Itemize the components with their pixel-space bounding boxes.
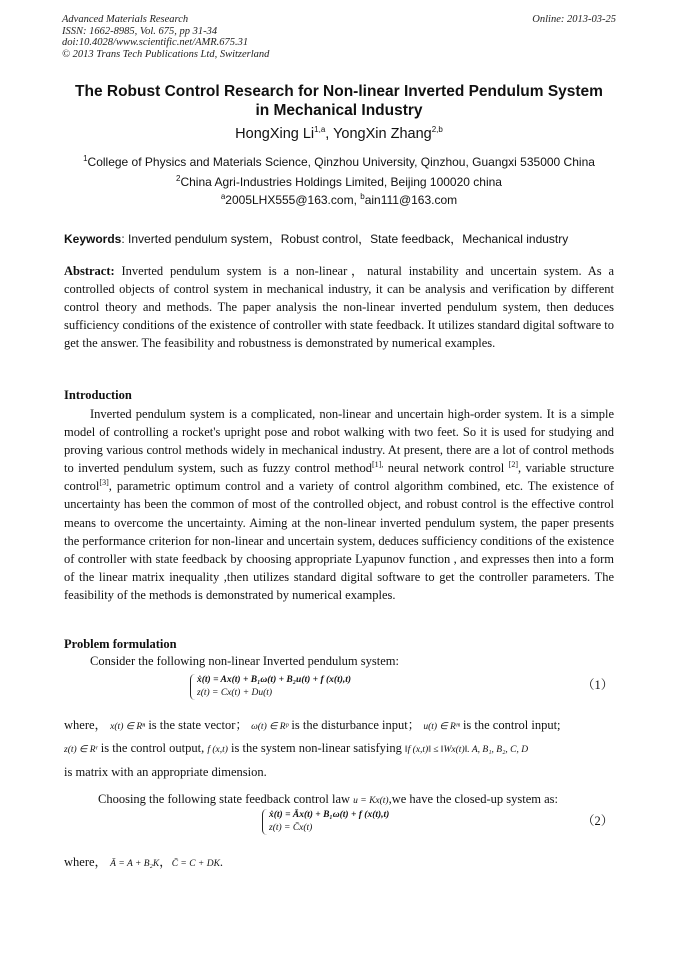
- closed-loop-text: ,we have the closed-up system as:: [388, 792, 558, 806]
- intro-text-2: neural network control: [383, 461, 509, 476]
- state-vector-symbol: x(t) ∈ Rⁿ: [110, 722, 146, 732]
- a-bar-definition: Ā = A + B₂K: [110, 859, 160, 869]
- affil-1-text: College of Physics and Materials Science, Qinzhou University, Qinzhou, Guangxi 535000 China: [87, 155, 595, 169]
- author-separator: ,: [325, 126, 334, 142]
- author-line: [40, 126, 638, 142]
- affiliation-2: [40, 175, 638, 189]
- matrix-list: . A, B₁, B₂, C, D: [467, 745, 529, 755]
- keywords: [64, 230, 624, 247]
- problem-intro: Consider the following non-linear Inverted pendulum system:: [90, 654, 399, 668]
- intro-text-4: , parametric optimum control and a variety of control algorithm combined, etc. The existence of uncertainty has been the common of most of the controlled object, and robust control is the effective control means to overcome the uncertainty. Aiming at the non-linear inverted pendulum system, the paper presents the performance criterion for non-linear and uncertain system, deduces sufficiency conditions of the existence of controller with state feedback by choosing appropriate Lyapunov function , and expresses then into a form of the linear matrix inequality ,then utilizes standard digital software to get the controller parameters. The feasibility of the methods is demonstrated by numerical examples.: [64, 479, 614, 602]
- equation-1-line-1: ẋ(t) = Ax(t) + B₁ω(t) + B₂u(t) + f (x(t),t): [197, 675, 352, 685]
- citation-3: [3]: [99, 478, 109, 488]
- issn-line: ISSN: 1662-8985, Vol. 675, pp 31-34: [62, 25, 218, 37]
- email-a-marker: a: [220, 192, 226, 201]
- copyright-line: © 2013 Trans Tech Publications Ltd, Switzerland: [62, 48, 270, 60]
- equation-1: [190, 674, 351, 700]
- intro-text-1: Inverted pendulum system is a complicated, non-linear and uncertain high-order system. It is a simple model of controlling a rocket's upright pose and robot walking with two feet. So it is used for studying and proving various control methods widely in mechanical industry. At present, there are a lot of control methods to inverted pendulum system, such as fuzzy control method: [64, 407, 614, 476]
- matrix-dimension-text: is matrix with an appropriate dimension.: [64, 765, 267, 779]
- affil-2-marker: 2: [176, 174, 181, 183]
- c-bar-definition: C̄ = C + DK: [171, 859, 220, 869]
- control-output-text: is the control output,: [97, 741, 205, 755]
- journal-header: [62, 14, 269, 60]
- abstract-text: Inverted pendulum system is a non-linear，natural instability and uncertain system. As a controlled objects of control system in mechanical industry, it can be analysis and verification by different control theory and methods. The paper analysis the non-linear inverted pendulum system, then deduces sufficiency conditions of the existence of controller with state feedback. It utilizes standard digital software to get the answer. The feasibility and robustness is demonstrated by numerical examples.: [64, 264, 614, 351]
- control-law: u = Kx(t): [353, 796, 389, 806]
- journal-name: Advanced Materials Research: [62, 14, 189, 25]
- feedback-law-line: [64, 792, 614, 807]
- affiliation-1: [40, 155, 638, 169]
- disturbance-symbol: ω(t) ∈ Rᵖ: [251, 722, 289, 732]
- disturbance-text: is the disturbance input；: [288, 718, 421, 732]
- sentence-end: .: [219, 855, 224, 869]
- where-label: where，: [64, 718, 108, 732]
- equation-2-line-1: ẋ(t) = Āx(t) + B₁ω(t) + f (x(t),t): [269, 810, 390, 820]
- citation-2: [2]: [508, 460, 519, 470]
- feedback-text: Choosing the following state feedback control law: [98, 792, 351, 806]
- paper-title: [40, 82, 638, 120]
- author-emails: [40, 193, 638, 207]
- title-line-2: in Mechanical Industry: [255, 102, 423, 119]
- abstract-label: Abstract:: [64, 264, 115, 278]
- abstract: [64, 262, 614, 352]
- equation-2-number: （2）: [582, 814, 614, 828]
- introduction-heading: Introduction: [64, 388, 132, 402]
- nonlinear-symbol: f (x,t): [207, 745, 228, 755]
- online-date: Online: 2013-03-25: [532, 14, 616, 25]
- title-line-1: The Robust Control Research for Non-linear Inverted Pendulum System: [75, 83, 603, 100]
- email-b-marker: b: [360, 192, 365, 201]
- citation-1: [1],: [372, 460, 384, 470]
- where-label-2: where，: [64, 855, 108, 869]
- author-1-affil: 1,a: [314, 125, 326, 135]
- control-input-symbol: u(t) ∈ Rᵐ: [423, 722, 460, 732]
- intro-text-3: , variable structure control: [64, 461, 614, 494]
- control-output-symbol: z(t) ∈ Rʳ: [64, 745, 98, 755]
- affil-1-marker: 1: [83, 154, 88, 163]
- norm-inequality: ‖f (x,t)‖ ≤ ‖Wx(t)‖: [404, 745, 468, 755]
- definition-separator: ，: [159, 855, 172, 869]
- doi-line: doi:10.4028/www.scientific.net/AMR.675.31: [62, 37, 249, 48]
- author-2-affil: 2,b: [431, 125, 443, 135]
- keywords-text: : Inverted pendulum system，Robust control，State feedback，Mechanical industry: [121, 232, 569, 246]
- equation-1-number: （1）: [582, 678, 614, 692]
- introduction-paragraph: [64, 405, 614, 604]
- equation-2: [262, 809, 389, 835]
- definitions-line-1: [64, 715, 614, 733]
- equation-2-line-2: z(t) = C̄x(t): [269, 823, 313, 833]
- email-b: ain111@163.com: [364, 193, 458, 207]
- email-a: 2005LHX555@163.com,: [225, 193, 361, 207]
- state-vector-text: is the state vector；: [145, 718, 248, 732]
- keywords-label: Keywords: [64, 232, 122, 246]
- equation-1-line-2: z(t) = Cx(t) + Du(t): [197, 688, 273, 698]
- closed-loop-definitions: [64, 852, 614, 870]
- author-2: YongXin Zhang: [333, 126, 432, 142]
- nonlinear-text: is the system non-linear satisfying: [227, 741, 402, 755]
- problem-heading: Problem formulation: [64, 637, 177, 651]
- definitions-line-2: [64, 741, 614, 756]
- author-1: HongXing Li: [235, 126, 315, 142]
- control-input-text: is the control input;: [459, 718, 561, 732]
- affil-2-text: China Agri-Industries Holdings Limited, Beijing 100020 china: [180, 175, 502, 189]
